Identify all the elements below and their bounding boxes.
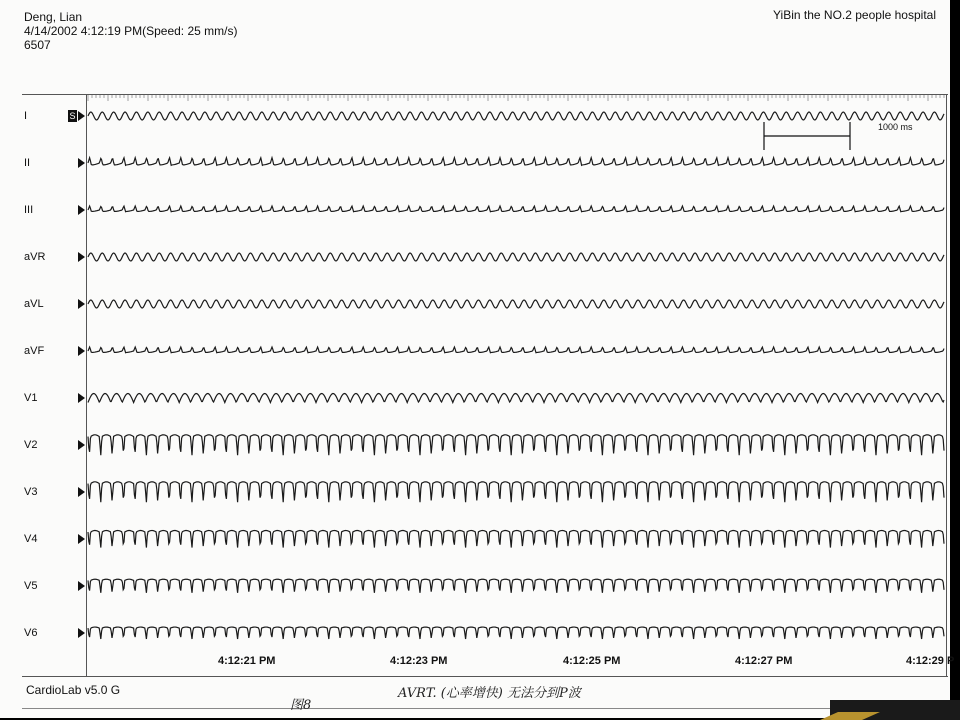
lead-trace-iii bbox=[88, 206, 944, 212]
record-id: 6507 bbox=[24, 38, 51, 52]
lead-label-avf: aVF bbox=[24, 345, 45, 357]
lead-label-i: I bbox=[24, 110, 28, 122]
lead-trace-i bbox=[88, 112, 944, 120]
handwritten-figure-number: 图8 bbox=[290, 698, 312, 713]
lead-label-ii: II bbox=[24, 157, 31, 169]
time-label: 4:12:27 PM bbox=[735, 655, 793, 667]
hospital-name: YiBin the NO.2 people hospital bbox=[773, 8, 936, 22]
lead-label-v1: V1 bbox=[24, 392, 38, 404]
lead-label-v2: V2 bbox=[24, 439, 38, 451]
time-label: 4:12:29 P bbox=[906, 655, 955, 667]
lead-trace-v2 bbox=[88, 435, 944, 455]
lead-label-v5: V5 bbox=[24, 580, 38, 592]
time-label: 4:12:25 PM bbox=[563, 655, 621, 667]
lead-trace-ii bbox=[88, 158, 944, 166]
lead-trace-avf bbox=[88, 347, 944, 353]
lead-label-v4: V4 bbox=[24, 533, 38, 545]
lead-label-v3: V3 bbox=[24, 486, 38, 498]
handwritten-diagnosis-note: AVRT. (心率增快) 无法分到P波 bbox=[398, 686, 581, 701]
lead-trace-v1 bbox=[88, 394, 944, 403]
lead-trace-v5 bbox=[88, 579, 944, 593]
channel-marker: S bbox=[69, 111, 76, 121]
lead-trace-avr bbox=[88, 253, 944, 261]
patient-name: Deng, Lian bbox=[24, 10, 83, 24]
software-version: CardioLab v5.0 G bbox=[26, 683, 121, 697]
lead-trace-v4 bbox=[88, 531, 944, 548]
lead-label-avl: aVL bbox=[24, 298, 44, 310]
lead-trace-avl bbox=[88, 300, 944, 308]
scale-bar-label: 1000 ms bbox=[878, 122, 913, 132]
lead-label-v6: V6 bbox=[24, 627, 38, 639]
lead-trace-v3 bbox=[88, 482, 944, 502]
lead-trace-v6 bbox=[88, 627, 944, 639]
lead-label-avr: aVR bbox=[24, 251, 46, 263]
record-datetime: 4/14/2002 4:12:19 PM(Speed: 25 mm/s) bbox=[24, 24, 238, 38]
time-label: 4:12:23 PM bbox=[390, 655, 448, 667]
lead-label-iii: III bbox=[24, 204, 34, 216]
time-label: 4:12:21 PM bbox=[218, 655, 276, 667]
